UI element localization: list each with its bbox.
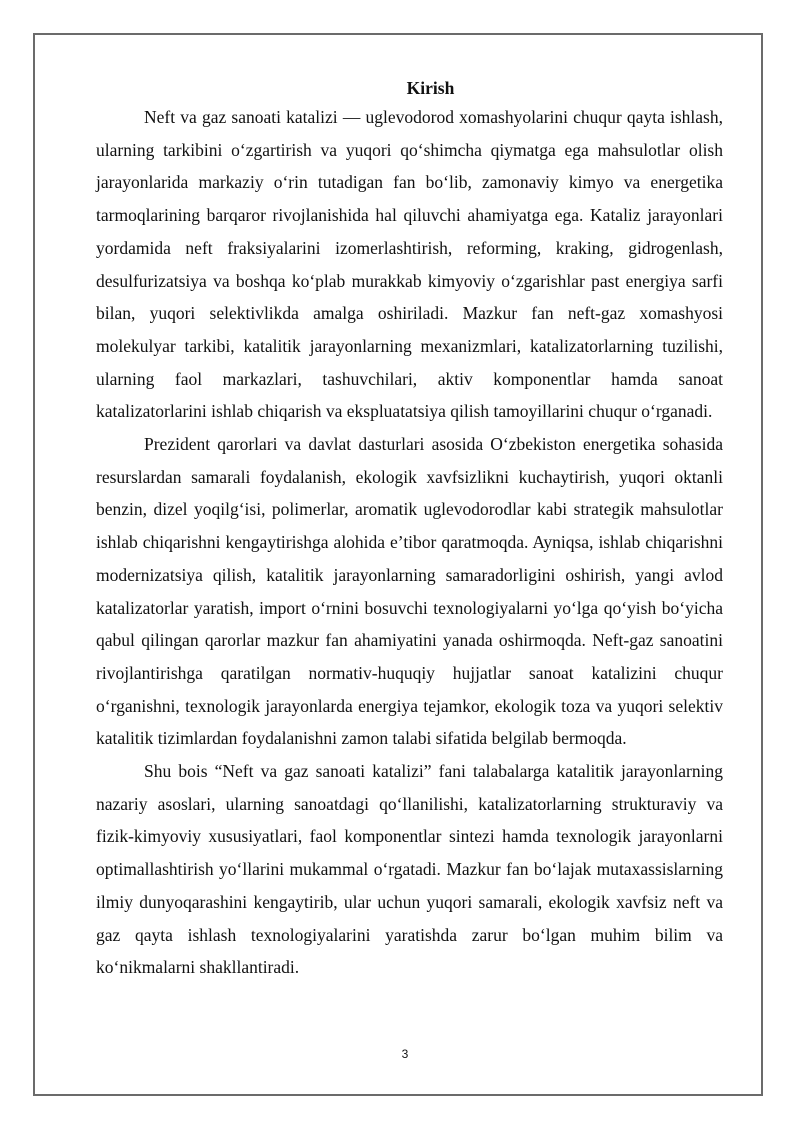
document-body [96, 76, 723, 984]
paragraph-2: Prezident qarorlari va davlat dasturlari asosida O‘zbekiston energetika sohasida resurslardan samarali foydalanish, ekologik xavfsizlikni kuchaytirish, yuqori oktanli benzin, dizel yoqilg‘isi, polimerlar, aromatik uglevodorodlar kabi strategik mahsulotlar ishlab chiqarishni kengaytirishga alohida e’tibor qaratmoqda. Ayniqsa, ishlab chiqarishni modernizatsiya qilish, katalitik jarayonlarning samaradorligini oshirish, yangi avlod katalizatorlar yaratish, import o‘rnini bosuvchi texnologiyalarni yo‘lga qo‘yish bo‘yicha qabul qilingan qarorlar mazkur fan ahamiyatini yanada oshirmoqda. Neft-gaz sanoatini rivojlantirishga qaratilgan normativ-huquqiy hujjatlar sanoat katalizini chuqur o‘rganishni, texnologik jarayonlarda energiya tejamkor, ekologik toza va yuqori selektiv katalitik tizimlardan foydalanishni zamon talabi sifatida belgilab bermoqda. [96, 434, 723, 749]
paragraph-3: Shu bois “Neft va gaz sanoati katalizi” fani talabalarga katalitik jarayonlarning nazariy asoslari, ularning sanoatdagi qo‘llanilishi, katalizatorlarning strukturaviy va fizik-kimyoviy xususiyatlari, faol komponentlar sintezi hamda texnologik jarayonlarni optimallashtirish yo‘llarini mukammal o‘rgatadi. Mazkur fan bo‘lajak mutaxassislarning ilmiy dunyoqarashini kengaytirib, ular uchun yuqori samarali, ekologik xavfsiz neft va gaz qayta ishlash texnologiyalarini yaratishda zarur bo‘lgan muhim bilim va ko‘nikmalarni shakllantiradi. [96, 761, 723, 978]
paragraph-1: Neft va gaz sanoati katalizi — uglevodorod xomashyolarini chuqur qayta ishlash, ularning tarkibini o‘zgartirish va yuqori qo‘shimcha qiymatga ega mahsulotlar olish jarayonlarida markaziy o‘rin tutadigan fan bo‘lib, zamonaviy kimyo va energetika tarmoqlarining barqaror rivojlanishida hal qiluvchi ahamiyatga ega. Kataliz jarayonlari yordamida neft fraksiyalarini izomerlashtirish, reforming, kraking, gidrogenlash, desulfurizatsiya va boshqa ko‘plab murakkab kimyoviy o‘zgarishlar past energiya sarfi bilan, yuqori selektivlikda amalga oshiriladi. Mazkur fan neft-gaz xomashyosi molekulyar tarkibi, katalitik jarayonlarning mexanizmlari, katalizatorlarning tuzilishi, ularning faol markazlari, tashuvchilari, aktiv komponentlar hamda sanoat katalizatorlarini ishlab chiqarish va ekspluatatsiya qilish tamoyillarini chuqur o‘rganadi. [96, 107, 723, 422]
page-number: 3 [401, 1047, 409, 1061]
section-heading: Kirish [406, 78, 455, 98]
